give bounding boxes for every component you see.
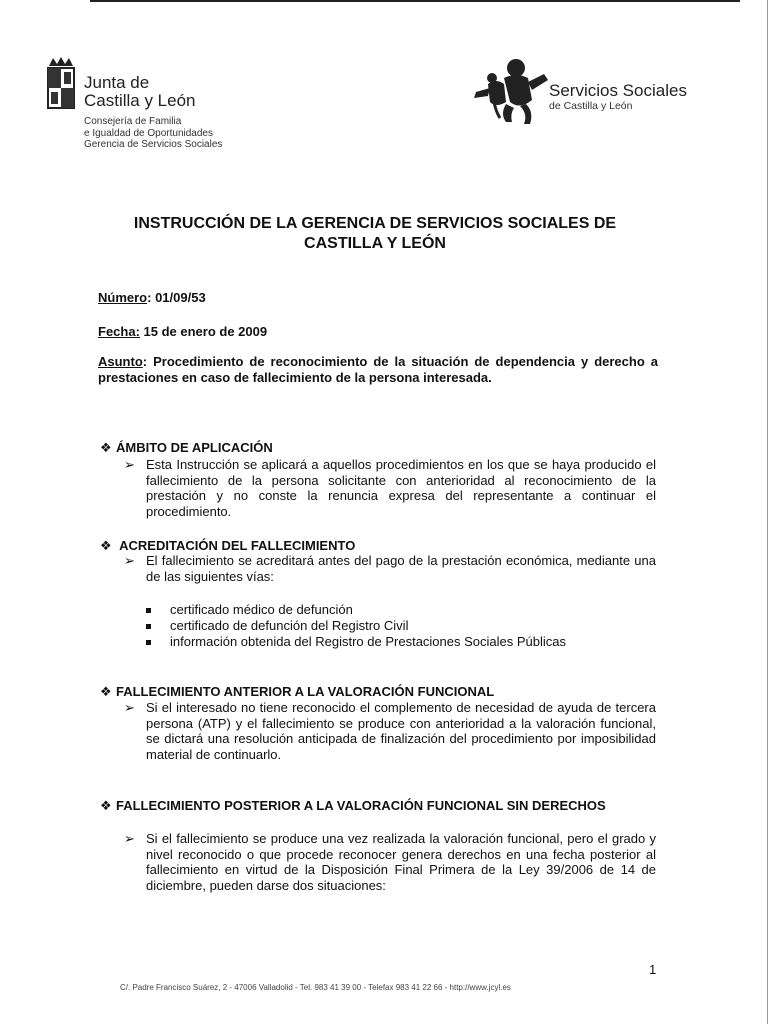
section-paragraph-anterior [124,700,656,762]
section-heading-text: ACREDITACIÓN DEL FALLECIMIENTO [119,538,356,553]
list-item: certificado de defunción del Registro Civil [146,618,656,634]
department-line3: Gerencia de Servicios Sociales [84,139,223,150]
section-heading-acreditacion [100,538,355,553]
section-paragraph-acreditacion [124,553,656,584]
arrow-bullet-icon: ➢ [124,553,135,568]
department-block [84,116,222,151]
section-heading-ambito [100,440,273,455]
asunto-field: Asunto: Procedimiento de reconocimiento de la situación de dependencia y derecho a prestaciones en caso de fallecimiento de la persona interesada. [98,354,658,385]
list-item: certificado médico de defunción [146,602,656,618]
page-number: 1 [649,962,657,977]
diamond-bullet-icon: ❖ [100,798,112,813]
servicios-sociales-logo-icon [470,56,554,128]
asunto-text: Procedimiento de reconocimiento de la situación de dependencia y derecho a prestaciones en caso de fallecimiento de la persona interesada. [98,354,658,385]
arrow-bullet-icon: ➢ [124,700,135,715]
document-title-line1: INSTRUCCIÓN DE LA GERENCIA DE SERVICIOS SOCIALES DE [133,215,617,232]
section-paragraph-text: El fallecimiento se acreditará antes del pago de la prestación económica, mediante una de las siguientes vías: [146,553,656,584]
coat-of-arms-icon [45,56,77,110]
org-name-line2: Castilla y León [84,91,196,110]
arrow-bullet-icon: ➢ [124,457,135,472]
asunto-label: Asunto [98,354,143,369]
section-heading-posterior [100,798,660,813]
org-name-line1: Junta de [84,73,150,92]
section-paragraph-posterior [124,831,656,893]
page-edge [767,0,768,1024]
document-title-line2: CASTILLA Y LEÓN [304,235,446,252]
org-name [84,74,196,110]
section-heading-text: FALLECIMIENTO ANTERIOR A LA VALORACIÓN FUNCIONAL [116,684,495,699]
section-heading-anterior [100,684,494,699]
page-footer: C/. Padre Francisco Suárez, 2 - 47006 Valladolid - Tel. 983 41 39 00 - Telefax 983 41 22 66 - http://www.jcyl.es [120,983,511,992]
arrow-bullet-icon: ➢ [124,831,135,846]
logo-title: Servicios Sociales [549,81,687,100]
department-line1: Consejería de Familia [84,116,182,127]
section-paragraph-text: Si el interesado no tiene reconocido el complemento de necesidad de ayuda de tercera persona (ATP) y el fallecimiento se produce con anterioridad a la valoración funcional, se dictará una resolución anticipada de finalización del procedimiento por imposibilidad material de continuarlo. [146,700,656,762]
logo-subtitle: de Castilla y León [549,100,633,112]
diamond-bullet-icon: ❖ [100,440,112,455]
section-heading-text: ÁMBITO DE APLICACIÓN [116,440,273,455]
top-scan-line [90,0,740,2]
diamond-bullet-icon: ❖ [100,684,112,699]
death-proof-list [146,602,656,650]
department-line2: e Igualdad de Oportunidades [84,127,213,139]
list-item: información obtenida del Registro de Prestaciones Sociales Públicas [146,634,656,650]
numero-field: Número: 01/09/53 [98,290,206,305]
numero-label: Número [98,290,148,305]
document-title [95,214,655,254]
section-paragraph-ambito [124,457,656,519]
section-heading-text: FALLECIMIENTO POSTERIOR A LA VALORACIÓN FUNCIONAL SIN DERECHOS [116,798,606,813]
diamond-bullet-icon: ❖ [100,538,112,553]
fecha-value: 15 de enero de 2009 [143,324,268,339]
section-paragraph-text: Si el fallecimiento se produce una vez realizada la valoración funcional, pero el grado y nivel reconocido o que procede reconocer genera derechos en una fecha posterior al fallecimiento en virtud de la Disposición Final Primera de la Ley 39/2006 de 14 de diciembre, pueden darse dos situaciones: [146,831,656,893]
section-paragraph-text: Esta Instrucción se aplicará a aquellos procedimientos en los que se haya producido el fallecimiento de la persona solicitante con anterioridad al reconocimiento de la prestación y no conste la renuncia expresa del representante a continuar el procedimiento. [146,457,656,519]
fecha-label: Fecha: [98,324,140,339]
numero-value: 01/09/53 [155,290,206,305]
fecha-field [98,324,267,339]
